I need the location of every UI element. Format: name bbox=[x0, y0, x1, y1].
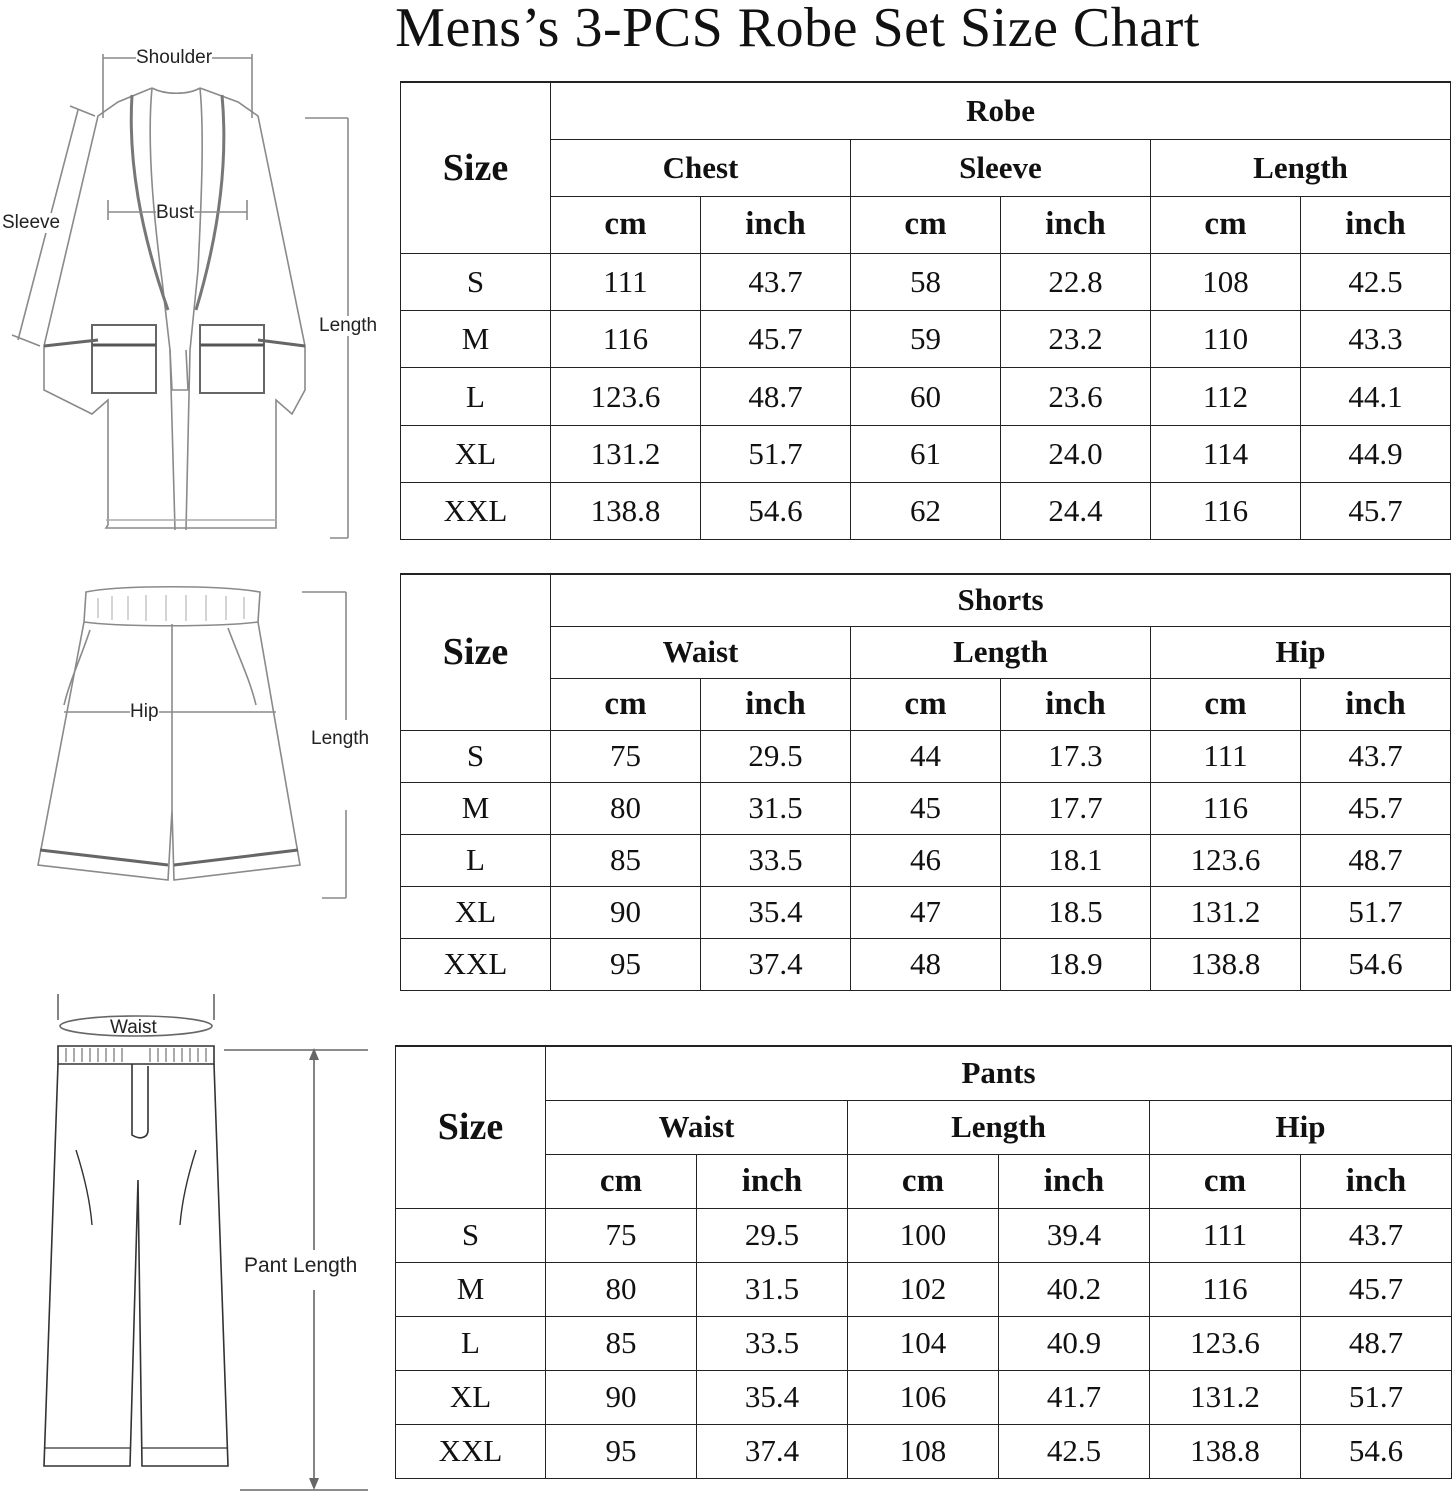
measurement-cell: 111 bbox=[1150, 1208, 1301, 1262]
size-cell: XL bbox=[401, 886, 551, 938]
table-row bbox=[401, 938, 1451, 990]
size-cell: XL bbox=[396, 1370, 546, 1424]
unit-header: inch bbox=[1301, 678, 1451, 730]
unit-header: cm bbox=[1151, 196, 1301, 253]
size-cell: S bbox=[401, 730, 551, 782]
table-row bbox=[401, 886, 1451, 938]
shorts-length-label: Length bbox=[311, 728, 370, 749]
measurement-cell: 123.6 bbox=[1150, 1316, 1301, 1370]
measurement-cell: 45.7 bbox=[701, 311, 851, 368]
measurement-cell: 116 bbox=[1151, 482, 1301, 539]
measurement-cell: 43.7 bbox=[701, 254, 851, 311]
measurement-cell: 51.7 bbox=[1301, 886, 1451, 938]
measurement-cell: 106 bbox=[848, 1370, 999, 1424]
table-row bbox=[401, 834, 1451, 886]
measurement-cell: 43.7 bbox=[1301, 730, 1451, 782]
table-row bbox=[401, 311, 1451, 368]
measurement-cell: 29.5 bbox=[697, 1208, 848, 1262]
measurement-cell: 108 bbox=[1151, 254, 1301, 311]
measurement-cell: 42.5 bbox=[999, 1424, 1150, 1478]
measurement-cell: 100 bbox=[848, 1208, 999, 1262]
group-header: Length bbox=[851, 626, 1151, 678]
table-row bbox=[396, 1370, 1452, 1424]
measurement-cell: 39.4 bbox=[999, 1208, 1150, 1262]
measurement-cell: 33.5 bbox=[697, 1316, 848, 1370]
measurement-cell: 44.1 bbox=[1301, 368, 1451, 425]
unit-header: cm bbox=[1151, 678, 1301, 730]
measurement-cell: 131.2 bbox=[1151, 886, 1301, 938]
robe-size-table bbox=[400, 81, 1451, 540]
measurement-cell: 43.7 bbox=[1301, 1208, 1452, 1262]
measurement-cell: 54.6 bbox=[1301, 1424, 1452, 1478]
group-header: Waist bbox=[546, 1100, 848, 1154]
measurement-cell: 33.5 bbox=[701, 834, 851, 886]
unit-header: inch bbox=[1301, 196, 1451, 253]
measurement-cell: 116 bbox=[1151, 782, 1301, 834]
measurement-cell: 85 bbox=[546, 1316, 697, 1370]
measurement-cell: 54.6 bbox=[701, 482, 851, 539]
measurement-cell: 75 bbox=[551, 730, 701, 782]
measurement-cell: 114 bbox=[1151, 425, 1301, 482]
measurement-cell: 35.4 bbox=[701, 886, 851, 938]
measurement-cell: 104 bbox=[848, 1316, 999, 1370]
group-header: Waist bbox=[551, 626, 851, 678]
measurement-cell: 85 bbox=[551, 834, 701, 886]
size-header: Size bbox=[396, 1046, 546, 1208]
table-row bbox=[401, 425, 1451, 482]
measurement-cell: 111 bbox=[1151, 730, 1301, 782]
measurement-cell: 45.7 bbox=[1301, 1262, 1452, 1316]
size-cell: XXL bbox=[396, 1424, 546, 1478]
measurement-cell: 112 bbox=[1151, 368, 1301, 425]
measurement-cell: 18.9 bbox=[1001, 938, 1151, 990]
measurement-cell: 108 bbox=[848, 1424, 999, 1478]
measurement-cell: 138.8 bbox=[1151, 938, 1301, 990]
measurement-cell: 46 bbox=[851, 834, 1001, 886]
size-cell: XL bbox=[401, 425, 551, 482]
table-row bbox=[396, 1316, 1452, 1370]
unit-header: cm bbox=[1150, 1154, 1301, 1208]
measurement-cell: 80 bbox=[546, 1262, 697, 1316]
unit-header: cm bbox=[546, 1154, 697, 1208]
size-cell: L bbox=[396, 1316, 546, 1370]
measurement-cell: 37.4 bbox=[697, 1424, 848, 1478]
measurement-cell: 48.7 bbox=[1301, 1316, 1452, 1370]
pant-length-label: Pant Length bbox=[244, 1254, 358, 1277]
measurement-cell: 23.2 bbox=[1001, 311, 1151, 368]
unit-header: inch bbox=[701, 678, 851, 730]
unit-header: cm bbox=[551, 678, 701, 730]
robe-outline-icon bbox=[0, 47, 395, 545]
size-cell: L bbox=[401, 834, 551, 886]
table-row bbox=[401, 368, 1451, 425]
measurement-cell: 75 bbox=[546, 1208, 697, 1262]
table-row bbox=[401, 730, 1451, 782]
measurement-cell: 45.7 bbox=[1301, 482, 1451, 539]
measurement-cell: 17.3 bbox=[1001, 730, 1151, 782]
table-row bbox=[396, 1424, 1452, 1478]
section-title: Shorts bbox=[551, 574, 1451, 626]
measurement-cell: 18.5 bbox=[1001, 886, 1151, 938]
measurement-cell: 47 bbox=[851, 886, 1001, 938]
measurement-cell: 44 bbox=[851, 730, 1001, 782]
measurement-cell: 123.6 bbox=[1151, 834, 1301, 886]
measurement-cell: 18.1 bbox=[1001, 834, 1151, 886]
group-header: Hip bbox=[1151, 626, 1451, 678]
measurement-cell: 116 bbox=[1150, 1262, 1301, 1316]
unit-header: cm bbox=[851, 196, 1001, 253]
hip-label: Hip bbox=[130, 701, 159, 722]
table-row bbox=[401, 254, 1451, 311]
group-header: Length bbox=[1151, 139, 1451, 196]
measurement-cell: 123.6 bbox=[551, 368, 701, 425]
size-cell: M bbox=[396, 1262, 546, 1316]
measurement-cell: 90 bbox=[546, 1370, 697, 1424]
measurement-cell: 138.8 bbox=[551, 482, 701, 539]
pants-figure bbox=[0, 990, 395, 1500]
measurement-cell: 31.5 bbox=[701, 782, 851, 834]
unit-header: cm bbox=[848, 1154, 999, 1208]
sleeve-label: Sleeve bbox=[2, 212, 61, 233]
measurement-cell: 17.7 bbox=[1001, 782, 1151, 834]
measurement-cell: 61 bbox=[851, 425, 1001, 482]
measurement-cell: 43.3 bbox=[1301, 311, 1451, 368]
measurement-cell: 131.2 bbox=[1150, 1370, 1301, 1424]
measurement-cell: 24.0 bbox=[1001, 425, 1151, 482]
measurement-cell: 59 bbox=[851, 311, 1001, 368]
measurement-cell: 40.9 bbox=[999, 1316, 1150, 1370]
measurement-cell: 60 bbox=[851, 368, 1001, 425]
group-header: Hip bbox=[1150, 1100, 1452, 1154]
measurement-cell: 48.7 bbox=[1301, 834, 1451, 886]
measurement-cell: 102 bbox=[848, 1262, 999, 1316]
unit-header: inch bbox=[697, 1154, 848, 1208]
size-cell: L bbox=[401, 368, 551, 425]
measurement-cell: 58 bbox=[851, 254, 1001, 311]
unit-header: inch bbox=[701, 196, 851, 253]
unit-header: inch bbox=[1301, 1154, 1452, 1208]
measurement-cell: 48.7 bbox=[701, 368, 851, 425]
unit-header: cm bbox=[551, 196, 701, 253]
measurement-cell: 51.7 bbox=[701, 425, 851, 482]
measurement-cell: 41.7 bbox=[999, 1370, 1150, 1424]
unit-header: cm bbox=[851, 678, 1001, 730]
table-row bbox=[396, 1208, 1452, 1262]
measurement-cell: 42.5 bbox=[1301, 254, 1451, 311]
size-cell: S bbox=[401, 254, 551, 311]
table-row bbox=[401, 482, 1451, 539]
measurement-cell: 31.5 bbox=[697, 1262, 848, 1316]
measurement-cell: 23.6 bbox=[1001, 368, 1151, 425]
unit-header: inch bbox=[1001, 678, 1151, 730]
measurement-cell: 62 bbox=[851, 482, 1001, 539]
robe-figure bbox=[0, 47, 395, 545]
group-header: Chest bbox=[551, 139, 851, 196]
size-cell: M bbox=[401, 311, 551, 368]
measurement-cell: 44.9 bbox=[1301, 425, 1451, 482]
pants-outline-icon bbox=[0, 990, 395, 1500]
measurement-cell: 37.4 bbox=[701, 938, 851, 990]
unit-header: inch bbox=[1001, 196, 1151, 253]
page-title: Mens’s 3-PCS Robe Set Size Chart bbox=[395, 0, 1200, 59]
measurement-cell: 80 bbox=[551, 782, 701, 834]
measurement-cell: 45.7 bbox=[1301, 782, 1451, 834]
size-cell: XXL bbox=[401, 482, 551, 539]
shoulder-label: Shoulder bbox=[136, 47, 213, 68]
measurement-cell: 95 bbox=[546, 1424, 697, 1478]
measurement-cell: 48 bbox=[851, 938, 1001, 990]
measurement-cell: 131.2 bbox=[551, 425, 701, 482]
measurement-cell: 54.6 bbox=[1301, 938, 1451, 990]
pants-size-table bbox=[395, 1045, 1452, 1479]
measurement-cell: 35.4 bbox=[697, 1370, 848, 1424]
measurement-cell: 111 bbox=[551, 254, 701, 311]
table-row bbox=[401, 782, 1451, 834]
measurement-cell: 90 bbox=[551, 886, 701, 938]
group-header: Length bbox=[848, 1100, 1150, 1154]
bust-label: Bust bbox=[156, 202, 195, 223]
measurement-cell: 138.8 bbox=[1150, 1424, 1301, 1478]
unit-header: inch bbox=[999, 1154, 1150, 1208]
size-cell: XXL bbox=[401, 938, 551, 990]
size-header: Size bbox=[401, 82, 551, 254]
measurement-cell: 110 bbox=[1151, 311, 1301, 368]
waist-label: Waist bbox=[110, 1017, 157, 1038]
table-row bbox=[396, 1262, 1452, 1316]
measurement-cell: 40.2 bbox=[999, 1262, 1150, 1316]
measurement-cell: 51.7 bbox=[1301, 1370, 1452, 1424]
shorts-figure bbox=[0, 580, 395, 910]
measurement-cell: 29.5 bbox=[701, 730, 851, 782]
group-header: Sleeve bbox=[851, 139, 1151, 196]
shorts-size-table bbox=[400, 573, 1451, 991]
size-cell: M bbox=[401, 782, 551, 834]
section-title: Pants bbox=[546, 1046, 1452, 1100]
measurement-cell: 22.8 bbox=[1001, 254, 1151, 311]
measurement-cell: 116 bbox=[551, 311, 701, 368]
measurement-cell: 24.4 bbox=[1001, 482, 1151, 539]
size-header: Size bbox=[401, 574, 551, 730]
measurement-cell: 45 bbox=[851, 782, 1001, 834]
measurement-cell: 95 bbox=[551, 938, 701, 990]
size-cell: S bbox=[396, 1208, 546, 1262]
robe-length-label: Length bbox=[319, 315, 378, 336]
section-title: Robe bbox=[551, 82, 1451, 139]
